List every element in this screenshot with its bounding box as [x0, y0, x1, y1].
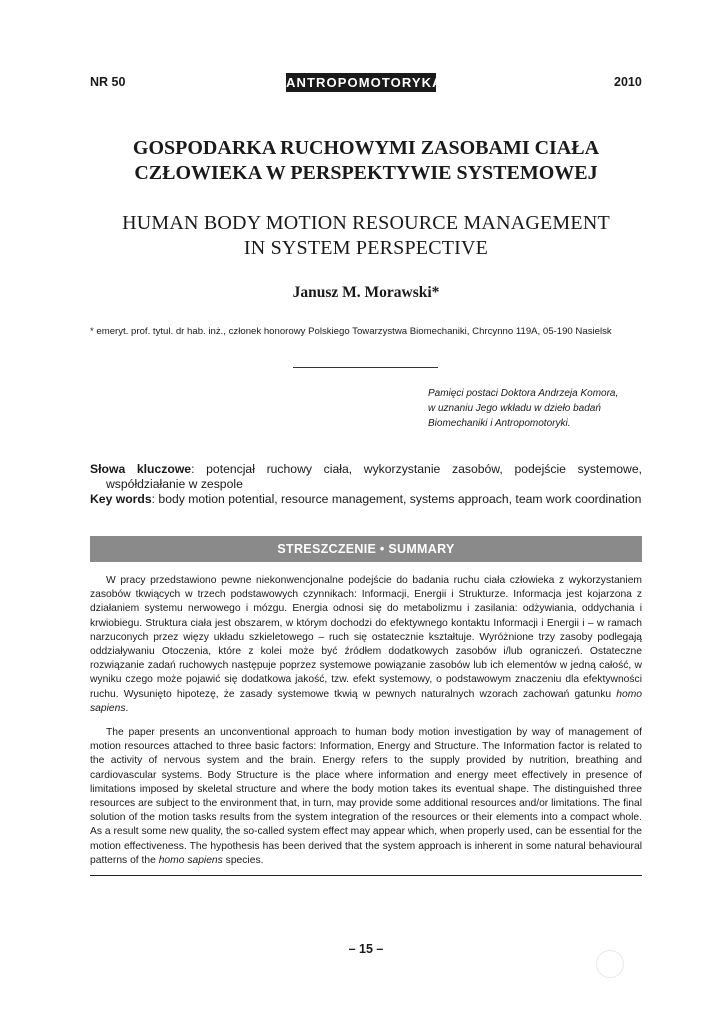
- title-polish-line-2: CZŁOWIEKA W PERSPEKTYWIE SYSTEMOWEJ: [134, 162, 598, 184]
- keywords-english-label: Key words: [90, 492, 152, 506]
- issue-year: 2010: [614, 75, 642, 89]
- keywords-english: [90, 492, 642, 507]
- abstract-english-text: The paper presents an unconventional approach to human body motion investigation by way of management of motion resources attached to three basic factors: Information, Energy and Structure. The Information factor is related to the activity of nervous system and the brain. Energy refers to the supply provided by nutrition, breathing and cardiovascular systems. Body Structure is the place where information and energy meet effectively in presence of limitations imposed by skeletal structure and where the body motion takes its eventual shape. The distinguished three resources are subject to the environment that, in turn, may provide some additional resources and/or limitations. The final solution of the motion tasks results from the system integration of the resources or their elements into a compact whole. As a result some new quality, the so-called system effect may appear which, when properly used, can be essential for the motion effectiveness. The hypothesis has been derived that the system approach is inherent in some natural behavioural patterns of the: [90, 727, 642, 866]
- issue-number: NR 50: [90, 75, 126, 89]
- journal-name-badge: ANTROPOMOTORYKA: [286, 75, 443, 90]
- abstract-polish-italic: homo sapiens: [90, 688, 642, 714]
- dedication-line: Biomechaniki i Antropomotoryki.: [428, 418, 571, 429]
- abstract-english-italic: homo sapiens: [158, 854, 223, 866]
- keywords-polish-text: : potencjał ruchowy ciała, wykorzystanie zasobów, podejście systemowe, współdziałanie w zespole: [106, 462, 642, 491]
- title-english-line-2: IN SYSTEM PERSPECTIVE: [243, 237, 489, 259]
- bottom-rule: [90, 875, 642, 876]
- divider-line: [293, 367, 438, 368]
- dedication-line: Pamięci postaci Doktora Andrzeja Komora,: [428, 388, 619, 399]
- dedication: [428, 386, 648, 431]
- abstract-polish: [90, 574, 642, 716]
- keywords-english-text: : body motion potential, resource management, systems approach, team work coordination: [151, 492, 642, 506]
- title-polish-line-1: GOSPODARKA RUCHOWYMI ZASOBAMI CIAŁA: [132, 137, 600, 159]
- keywords-polish: [90, 462, 642, 492]
- page-number: – 15 –: [348, 942, 384, 956]
- dedication-line: w uznaniu Jego wkładu w dzieło badań: [428, 403, 601, 414]
- abstract-english-end: species.: [222, 854, 264, 866]
- abstract-polish-text: W pracy przedstawiono pewne niekonwencjonalne podejście do badania ruchu ciała człowieka z wykorzystaniem zasobów tkwiących w trzech podstawowych czynnikach: Informacji, Energii i Strukturze. Informacja jest kojarzona z działaniem systemu nerwowego i mózgu. Energia odnosi się do metabolizmu i zasilania: odżywiania, oddychania i krwiobiegu. Struktura ciała jest obszarem, w którym dochodzi do efektywnego kontaktu Informacji i Energii i – w ramach narzuconych przez więzy układu szkieletowego – ruch się ostatecznie kształtuje. Wyróżnione trzy zasoby podlegają oddziaływaniu Otoczenia, które z kolei może być źródłem dodatkowych zasobów i/lub ograniczeń. Ostateczne rozwiązanie zadań ruchowych następuje poprzez systemowe powiązanie zasobów lub ich elementów w jedną całość, w wyniku czego może pojawić się dodatkowa jakość, tzw. efekt systemowy, o podstawowym znaczeniu dla efektywności ruchu. Wysunięto hipotezę, że zasady systemowe tkwią w pewnych naturalnych wzorach zachowań gatunku: [90, 575, 642, 700]
- abstract-english: [90, 726, 642, 868]
- summary-heading: STRESZCZENIE • SUMMARY: [90, 536, 642, 562]
- author-name: Janusz M. Morawski*: [292, 284, 440, 301]
- keywords-polish-label: Słowa kluczowe: [90, 462, 192, 476]
- abstract-polish-end: .: [125, 702, 129, 714]
- watermark-logo-icon: [596, 950, 624, 978]
- author-affiliation: * emeryt. prof. tytul. dr hab. inż., członek honorowy Polskiego Towarzystwa Biomechaniki, Chrcynno 119A, 05-190 Nasielsk: [90, 326, 612, 337]
- title-english-line-1: HUMAN BODY MOTION RESOURCE MANAGEMENT: [122, 212, 610, 234]
